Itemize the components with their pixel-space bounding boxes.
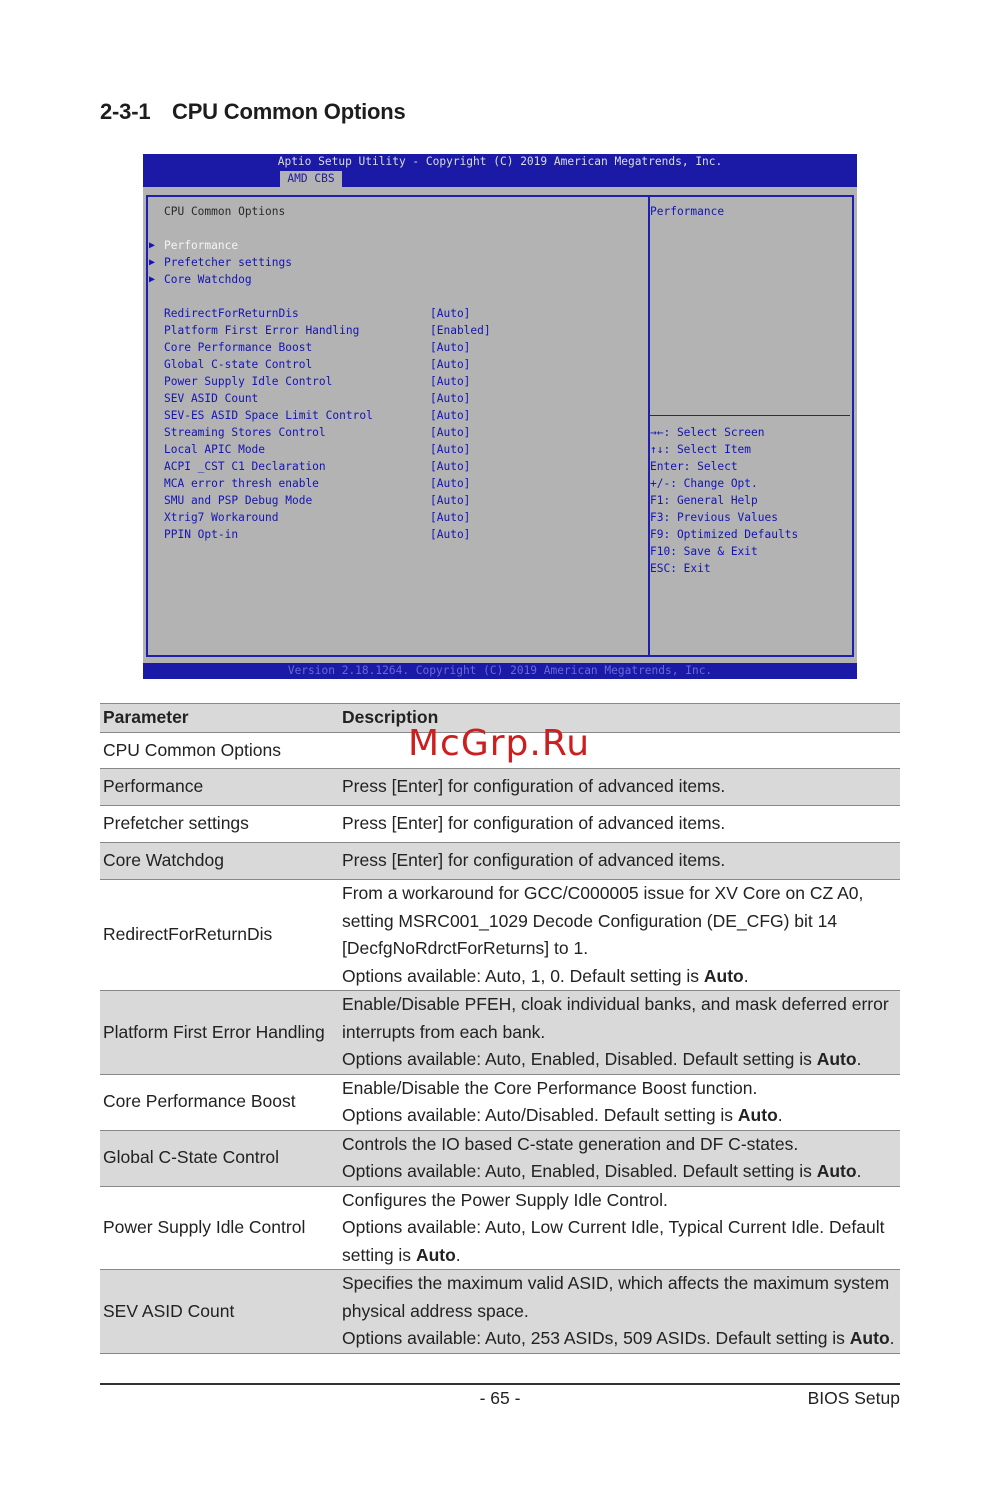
key-help-item: ESC: Exit <box>650 562 711 575</box>
setting-value[interactable]: [Auto] <box>430 375 471 388</box>
default-value: Auto <box>849 1328 890 1348</box>
setting-value[interactable]: [Auto] <box>430 443 471 456</box>
help-divider <box>649 415 850 416</box>
footer-divider <box>100 1383 900 1385</box>
submenu-item[interactable]: Prefetcher settings <box>164 256 292 269</box>
default-value: Auto <box>415 1244 456 1265</box>
submenu-arrow-icon: ▶ <box>149 240 156 251</box>
description-line: Specifies the maximum valid ASID, which affects the maximum system <box>342 1273 890 1293</box>
setting-name[interactable]: SEV-ES ASID Space Limit Control <box>164 409 373 422</box>
key-help-item: F1: General Help <box>650 494 758 507</box>
setting-name[interactable]: Power Supply Idle Control <box>164 375 333 388</box>
submenu-arrow-icon: ▶ <box>149 274 156 285</box>
parameter-name: Core Watchdog <box>100 843 339 880</box>
description-line: [DecfgNoRdrctForReturns] to 1. <box>342 938 589 958</box>
table-row <box>100 1186 900 1270</box>
parameter-name: Prefetcher settings <box>100 806 339 843</box>
setting-name[interactable]: Xtrig7 Workaround <box>164 511 279 524</box>
options-text: setting is <box>342 1244 416 1265</box>
setting-name[interactable]: Streaming Stores Control <box>164 426 326 439</box>
bios-header-title: Aptio Setup Utility - Copyright (C) 2019 American Megatrends, Inc. <box>277 155 723 168</box>
bios-page-heading: CPU Common Options <box>164 205 286 218</box>
parameter-description <box>339 1130 900 1186</box>
parameter-description <box>339 1186 900 1270</box>
parameter-name: Core Performance Boost <box>100 1074 339 1130</box>
description-line: Configures the Power Supply Idle Control. <box>342 1189 668 1210</box>
options-text: Options available: Auto, Enabled, Disabled. Default setting is <box>342 1049 817 1069</box>
bios-help-text: Performance <box>650 205 725 218</box>
bios-header-bar <box>143 154 857 187</box>
setting-value[interactable]: [Auto] <box>430 494 471 507</box>
parameter-description <box>339 1074 900 1130</box>
setting-value[interactable]: [Auto] <box>430 307 471 320</box>
default-value: Auto <box>703 965 744 986</box>
setting-value[interactable]: [Enabled] <box>430 324 491 337</box>
setting-name[interactable]: PPIN Opt-in <box>164 528 239 541</box>
setting-value[interactable]: [Auto] <box>430 426 471 439</box>
options-line: Options available: Auto, Enabled, Disabled. Default setting is Auto. <box>342 1049 862 1069</box>
key-help-item: ↑↓: Select Item <box>650 443 752 456</box>
setting-value[interactable]: [Auto] <box>430 511 471 524</box>
table-row <box>100 1130 900 1186</box>
description-line: Press [Enter] for configuration of advanced items. <box>342 776 726 797</box>
setting-value[interactable]: [Auto] <box>430 460 471 473</box>
default-value: Auto <box>737 1105 778 1125</box>
table-row <box>100 1074 900 1130</box>
key-help-item: →←: Select Screen <box>650 426 765 439</box>
table-row <box>100 806 900 843</box>
setting-value[interactable]: [Auto] <box>430 528 471 541</box>
options-line: Options available: Auto/Disabled. Default setting is Auto. <box>342 1105 783 1125</box>
key-help-item: F9: Optimized Defaults <box>650 528 799 541</box>
description-line: setting MSRC001_1029 Decode Configuration (DE_CFG) bit 14 <box>342 910 838 931</box>
parameter-name: CPU Common Options <box>100 733 339 769</box>
watermark-logo: McGrp.Ru <box>408 723 591 764</box>
options-line: setting is Auto. <box>342 1244 461 1265</box>
setting-name[interactable]: Global C-state Control <box>164 358 313 371</box>
submenu-item[interactable]: Performance <box>164 239 239 252</box>
options-line: Options available: Auto, 253 ASIDs, 509 ASIDs. Default setting is Auto. <box>342 1328 895 1348</box>
submenu-item[interactable]: Core Watchdog <box>164 273 252 286</box>
tab-amd-cbs[interactable]: AMD CBS <box>280 171 342 187</box>
setting-name[interactable]: SEV ASID Count <box>164 392 259 405</box>
setting-name[interactable]: MCA error thresh enable <box>164 477 319 490</box>
bios-footer-bar: Version 2.18.1264. Copyright (C) 2019 American Megatrends, Inc. <box>143 663 857 679</box>
parameter-name: RedirectForReturnDis <box>100 880 339 991</box>
options-line: Options available: Auto, Enabled, Disabled. Default setting is Auto. <box>342 1161 862 1181</box>
key-help-item: +/-: Change Opt. <box>650 477 758 490</box>
bios-screenshot <box>143 154 857 679</box>
parameter-table <box>100 703 900 1354</box>
page-number: - 65 - <box>479 1388 521 1408</box>
description-line: Press [Enter] for configuration of advanced items. <box>342 813 726 834</box>
footer-section-name: BIOS Setup <box>807 1388 900 1408</box>
setting-name[interactable]: Local APIC Mode <box>164 443 266 456</box>
setting-value[interactable]: [Auto] <box>430 341 471 354</box>
description-line: Press [Enter] for configuration of advanced items. <box>342 850 726 871</box>
table-row <box>100 769 900 806</box>
default-value: Auto <box>816 1161 857 1181</box>
header-parameter: Parameter <box>100 704 339 733</box>
header-description: Description <box>339 704 900 733</box>
parameter-description <box>339 880 900 991</box>
setting-value[interactable]: [Auto] <box>430 409 471 422</box>
options-text: Options available: Auto, Enabled, Disabled. Default setting is <box>342 1161 817 1181</box>
parameter-description <box>339 806 900 843</box>
parameter-name: SEV ASID Count <box>100 1270 339 1354</box>
parameter-description <box>339 1270 900 1354</box>
options-text: Options available: Auto, 1, 0. Default setting is <box>342 965 704 986</box>
parameter-name: Power Supply Idle Control <box>100 1186 339 1270</box>
setting-name[interactable]: ACPI _CST C1 Declaration <box>164 460 326 473</box>
options-text: Options available: Auto, 253 ASIDs, 509 ASIDs. Default setting is <box>342 1328 850 1348</box>
default-value: Auto <box>816 1049 857 1069</box>
setting-value[interactable]: [Auto] <box>430 392 471 405</box>
description-line: Enable/Disable the Core Performance Boost function. <box>342 1077 758 1098</box>
section-title: CPU Common Options <box>172 99 406 124</box>
description-line: Controls the IO based C-state generation and DF C-states. <box>342 1133 799 1154</box>
parameter-description <box>339 843 900 880</box>
key-help-item: F10: Save & Exit <box>650 545 758 558</box>
setting-name[interactable]: Core Performance Boost <box>164 341 313 354</box>
description-line: interrupts from each bank. <box>342 1021 546 1042</box>
parameter-name: Global C-State Control <box>100 1130 339 1186</box>
description-line: Enable/Disable PFEH, cloak individual banks, and mask deferred error <box>342 994 889 1014</box>
setting-name[interactable]: RedirectForReturnDis <box>164 307 299 320</box>
key-help-item: F3: Previous Values <box>650 511 778 524</box>
parameter-description <box>339 769 900 806</box>
table-row <box>100 1270 900 1354</box>
section-heading <box>100 99 406 125</box>
submenu-arrow-icon: ▶ <box>149 257 156 268</box>
options-line: Options available: Auto, 1, 0. Default setting is Auto. <box>342 965 749 986</box>
parameter-name: Platform First Error Handling <box>100 991 339 1075</box>
section-number: 2-3-1 <box>100 99 151 124</box>
setting-name[interactable]: Platform First Error Handling <box>164 324 360 337</box>
options-text: Options available: Auto/Disabled. Default setting is <box>342 1105 738 1125</box>
description-line: From a workaround for GCC/C000005 issue for XV Core on CZ A0, <box>342 883 864 903</box>
key-help-item: Enter: Select <box>650 460 738 473</box>
table-row <box>100 843 900 880</box>
description-line: Options available: Auto, Low Current Idle, Typical Current Idle. Default <box>342 1217 885 1237</box>
description-line: physical address space. <box>342 1300 529 1321</box>
parameter-name: Performance <box>100 769 339 806</box>
setting-value[interactable]: [Auto] <box>430 477 471 490</box>
table-row <box>100 880 900 991</box>
parameter-description <box>339 991 900 1075</box>
table-row <box>100 991 900 1075</box>
setting-value[interactable]: [Auto] <box>430 358 471 371</box>
setting-name[interactable]: SMU and PSP Debug Mode <box>164 494 313 507</box>
